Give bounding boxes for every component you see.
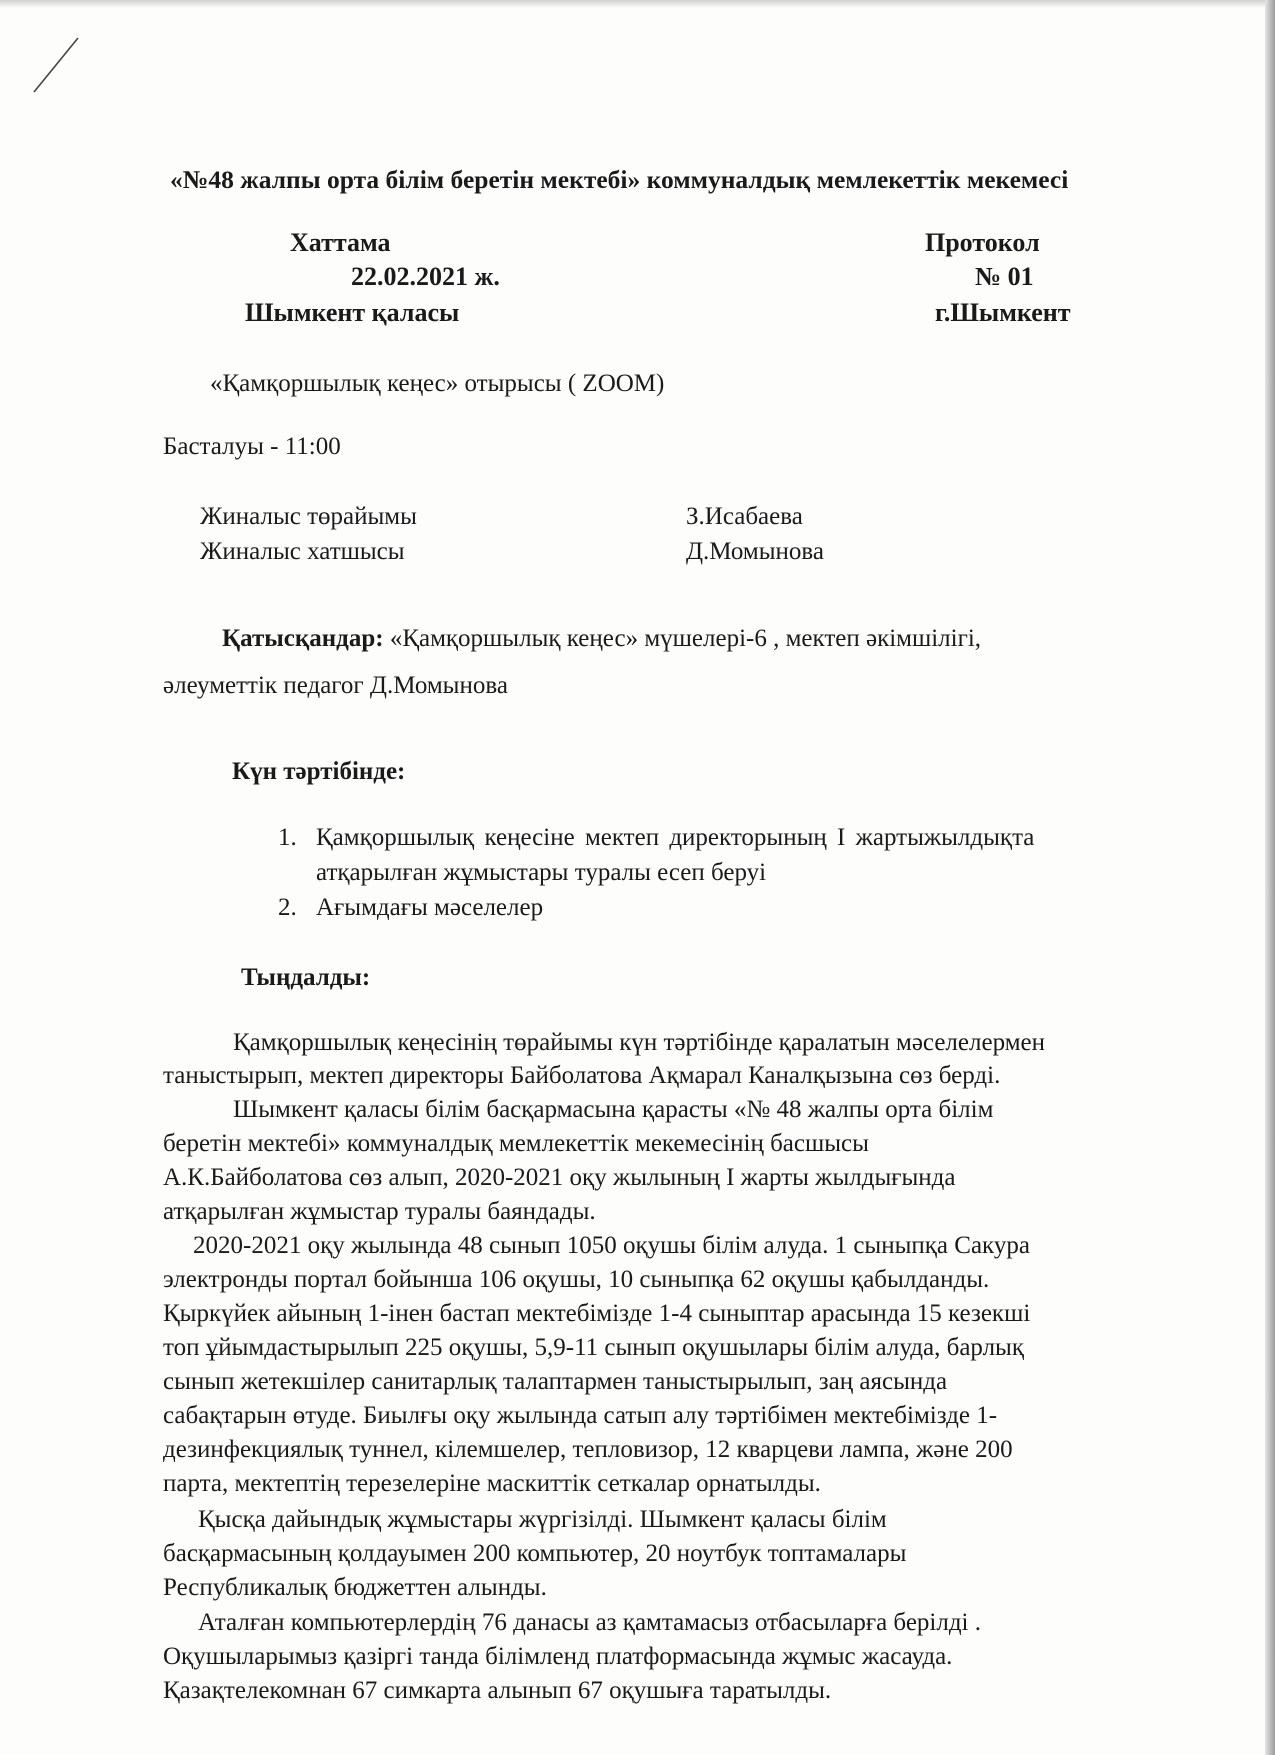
paragraph-line: 2020-2021 оқу жылында 48 сынып 1050 оқушы білім алуда. 1 сыныпқа Сакура [193,1232,1030,1259]
agenda-heading: Күн тәртібінде: [232,758,406,785]
paragraph-line: Қамқоршылық кеңесінің төрайымы күн тәртібінде қаралатын мәселелермен [233,1029,1045,1056]
city-russian: г.Шымкент [935,298,1071,327]
agenda-item-number: 1. [278,824,297,851]
meeting-start-time: Басталуы - 11:00 [163,433,341,460]
paragraph-line: дезинфекциялық туннел, кілемшелер, тепловизор, 12 кварцеви лампа, және 200 [163,1436,1013,1463]
agenda-item-text: Қамқоршылық кеңесіне мектеп директорының І жартыжылдықта [316,824,1035,851]
chair-label: Жиналыс төрайымы [200,503,417,530]
paragraph-line: сынып жетекшілер санитарлық талаптармен таныстырылып, заң аясында [163,1368,948,1395]
participants-label: Қатысқандар: [222,625,384,652]
document-date: 22.02.2021 ж. [351,262,500,291]
secretary-name: Д.Момынова [686,538,825,565]
paragraph-line: парта, мектептің терезелеріне маскиттік сеткалар орнатылды. [163,1470,821,1497]
agenda-item-text: Ағымдағы мәселелер [316,894,544,921]
agenda-item-text-continued: атқарылған жұмыстары туралы есеп беруі [316,859,767,886]
paragraph-line: Аталған компьютерлердің 76 данасы аз қамтамасыз отбасыларға берілді . [198,1609,981,1636]
paragraph-line: Оқушыларымыз қазіргі танда білімленд платформасында жұмыс жасауда. [163,1643,953,1670]
document-title: «№48 жалпы орта білім беретін мектебі» коммуналдық мемлекеттік мекемесі [170,165,1069,194]
pen-stroke-mark [30,36,90,96]
doc-type-russian: Протокол [925,228,1040,257]
paragraph-line: топ ұйымдастырылып 225 оқушы, 5,9-11 сынып оқушылары білім алуда, барлық [163,1334,1024,1361]
chair-name: З.Исабаева [686,503,803,530]
secretary-label: Жиналыс хатшысы [200,538,405,565]
paragraph-line: басқармасының қолдауымен 200 компьютер, 20 ноутбук топтамалары [163,1540,907,1567]
paragraph-line: таныстырып, мектеп директоры Байболатова Ақмарал Каналқызына сөз берді. [163,1062,1001,1089]
paragraph-line: электронды портал бойынша 106 оқушы, 10 сыныпқа 62 оқушы қабылданды. [163,1266,990,1293]
participants-text: «Қамқоршылық кеңес» мүшелері-6 , мектеп әкімшілігі, [383,625,982,652]
participants-line [222,624,981,654]
participants-text-continued: әлеуметтік педагог Д.Момынова [163,672,508,699]
city-kazakh: Шымкент қаласы [245,298,460,327]
meeting-name: «Қамқоршылық кеңес» отырысы ( ZOOM) [210,370,665,397]
paragraph-line: беретін мектебі» коммуналдық мемлекеттік мекемесінің басшысы [163,1130,869,1157]
paragraph-line: Шымкент қаласы білім басқармасына қарасты «№ 48 жалпы орта білім [233,1096,994,1123]
scan-edge-top [0,0,1275,8]
heard-heading: Тыңдалды: [241,964,371,991]
document-number: № 01 [975,262,1034,291]
paragraph-line: атқарылған жұмыстар туралы баяндады. [163,1198,596,1225]
scan-edge-right [1265,0,1275,1755]
paragraph-line: Қысқа дайындық жұмыстары жүргізілді. Шымкент қаласы білім [198,1506,887,1533]
paragraph-line: А.К.Байболатова сөз алып, 2020-2021 оқу жылының І жарты жылдығында [163,1164,956,1191]
paragraph-line: сабақтарын өтуде. Биылғы оқу жылында сатып алу тәртібімен мектебімізде 1- [163,1402,998,1429]
doc-type-kazakh: Хаттама [290,228,391,257]
paragraph-line: Қазақтелекомнан 67 симкарта алынып 67 оқушыға таратылды. [163,1677,832,1704]
paragraph-line: Республикалық бюджеттен алынды. [163,1574,547,1601]
agenda-item-number: 2. [278,894,297,921]
paragraph-line: Қыркүйек айының 1-інен бастап мектебімізде 1-4 сыныптар арасында 15 кезекші [163,1300,1031,1327]
